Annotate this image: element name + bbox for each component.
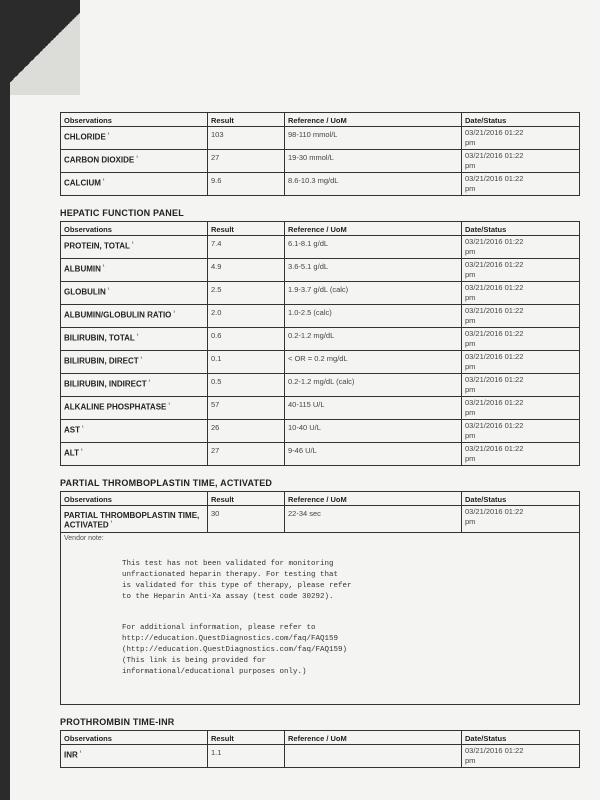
date-status: 03/21/2016 01:22 pm	[462, 374, 580, 397]
vendor-note-row	[61, 532, 580, 704]
reference-range: 3.6-5.1 g/dL	[285, 259, 462, 282]
observation-name: INR $^{^1}$	[61, 744, 208, 767]
footnote-mark: ¹	[110, 520, 113, 526]
result-value: 4.9	[208, 259, 285, 282]
vendor-note-text	[122, 548, 576, 698]
chemistry-table	[60, 112, 580, 196]
date-status: 03/21/2016 01:22 pm	[462, 236, 580, 259]
reference-range: 40-115 U/L	[285, 397, 462, 420]
reference-range: 19-30 mmol/L	[285, 150, 462, 173]
vendor-note-label: Vendor note:	[64, 534, 104, 542]
footnote-mark: ¹	[168, 402, 171, 408]
col-date-status: Date/Status	[462, 222, 580, 236]
col-observations: Observations	[61, 222, 208, 236]
col-reference: Reference / UoM	[285, 492, 462, 506]
reference-range: < OR = 0.2 mg/dL	[285, 351, 462, 374]
observation-name: CARBON DIOXIDE $^{^1}$	[61, 150, 208, 173]
table-row	[61, 744, 580, 767]
date-status: 03/21/2016 01:22 pm	[462, 420, 580, 443]
reference-range: 98-110 mmol/L	[285, 127, 462, 150]
table-row	[61, 506, 580, 533]
ptt-block	[60, 478, 580, 705]
result-value: 103	[208, 127, 285, 150]
table-row	[61, 305, 580, 328]
col-reference: Reference / UoM	[285, 222, 462, 236]
page-corner-fold	[10, 0, 80, 95]
table-row	[61, 127, 580, 150]
date-status: 03/21/2016 01:22 pm	[462, 328, 580, 351]
footnote-mark: ¹	[136, 155, 138, 161]
footnote-mark: ¹	[80, 448, 83, 454]
date-status: 03/21/2016 01:22 pm	[462, 305, 580, 328]
date-status: 03/21/2016 01:22 pm	[462, 351, 580, 374]
result-value: 27	[208, 443, 285, 466]
col-observations: Observations	[61, 492, 208, 506]
footnote-mark: ¹	[102, 264, 105, 270]
date-status: 03/21/2016 01:22 pm	[462, 150, 580, 173]
footnote-mark: ¹	[107, 132, 110, 138]
result-value: 26	[208, 420, 285, 443]
col-reference: Reference / UoM	[285, 730, 462, 744]
result-value: 1.1	[208, 744, 285, 767]
reference-range: 9-46 U/L	[285, 443, 462, 466]
chemistry-block	[60, 112, 580, 196]
observation-name: ALT $^{^1}$	[61, 443, 208, 466]
observation-name: PROTEIN, TOTAL $^{^1}$	[61, 236, 208, 259]
col-observations: Observations	[61, 730, 208, 744]
date-status: 03/21/2016 01:22 pm	[462, 397, 580, 420]
footnote-mark: ¹	[173, 310, 176, 316]
footnote-mark: ¹	[148, 379, 151, 385]
date-status: 03/21/2016 01:22 pm	[462, 282, 580, 305]
date-status: 03/21/2016 01:22 pm	[462, 506, 580, 533]
result-value: 2.5	[208, 282, 285, 305]
pt-inr-table	[60, 730, 580, 768]
result-value: 9.6	[208, 173, 285, 196]
table-row	[61, 397, 580, 420]
result-value: 57	[208, 397, 285, 420]
date-status: 03/21/2016 01:22 pm	[462, 259, 580, 282]
reference-range: 0.2-1.2 mg/dL (calc)	[285, 374, 462, 397]
result-value: 2.0	[208, 305, 285, 328]
date-status: 03/21/2016 01:22 pm	[462, 127, 580, 150]
footnote-mark: ¹	[131, 241, 134, 247]
reference-range	[285, 744, 462, 767]
table-row	[61, 374, 580, 397]
lab-report	[60, 112, 580, 780]
reference-range: 6.1-8.1 g/dL	[285, 236, 462, 259]
result-value: 0.1	[208, 351, 285, 374]
table-row	[61, 328, 580, 351]
observation-name: CHLORIDE $^{^1}$	[61, 127, 208, 150]
result-value: 0.6	[208, 328, 285, 351]
reference-range: 10-40 U/L	[285, 420, 462, 443]
table-row	[61, 150, 580, 173]
reference-range: 22-34 sec	[285, 506, 462, 533]
col-observations: Observations	[61, 113, 208, 127]
vendor-note-paragraph: This test has not been validated for monitoring unfractionated heparin therapy. For testing that is validated for this type of therapy, please refer to the Heparin Anti-Xa assay (test code 30292).	[122, 559, 352, 601]
footnote-mark: ¹	[136, 333, 139, 339]
reference-range: 8.6-10.3 mg/dL	[285, 173, 462, 196]
observation-name: BILIRUBIN, INDIRECT $^{^1}$	[61, 374, 208, 397]
observation-name: PARTIAL THROMBOPLASTIN TIME, ACTIVATED $^{^1}$	[61, 506, 208, 533]
hepatic-block	[60, 208, 580, 466]
footnote-mark: ¹	[140, 356, 143, 362]
vendor-note-paragraph: For additional information, please refer to http://education.QuestDiagnostics.com/faq/FAQ159 (http://education.QuestDiagnostics.com/faq/FAQ159) (This link is being provided for informational/educational purposes only.)	[122, 623, 348, 676]
reference-range: 1.9-3.7 g/dL (calc)	[285, 282, 462, 305]
col-result: Result	[208, 492, 285, 506]
observation-name: ALKALINE PHOSPHATASE $^{^1}$	[61, 397, 208, 420]
observation-name: ALBUMIN $^{^1}$	[61, 259, 208, 282]
table-row	[61, 420, 580, 443]
observation-name: AST $^{^1}$	[61, 420, 208, 443]
result-value: 27	[208, 150, 285, 173]
observation-name: ALBUMIN/GLOBULIN RATIO $^{^1}$	[61, 305, 208, 328]
footnote-mark: ¹	[79, 749, 82, 756]
table-row	[61, 259, 580, 282]
col-date-status: Date/Status	[462, 113, 580, 127]
col-date-status: Date/Status	[462, 730, 580, 744]
col-result: Result	[208, 730, 285, 744]
footnote-mark: ¹	[82, 425, 84, 431]
table-row	[61, 351, 580, 374]
observation-name: GLOBULIN $^{^1}$	[61, 282, 208, 305]
col-result: Result	[208, 222, 285, 236]
result-value: 7.4	[208, 236, 285, 259]
table-row	[61, 236, 580, 259]
observation-name: BILIRUBIN, TOTAL $^{^1}$	[61, 328, 208, 351]
footnote-mark: ¹	[102, 178, 105, 184]
col-result: Result	[208, 113, 285, 127]
col-reference: Reference / UoM	[285, 113, 462, 127]
observation-name: BILIRUBIN, DIRECT $^{^1}$	[61, 351, 208, 374]
table-row	[61, 443, 580, 466]
hepatic-table	[60, 221, 580, 466]
result-value: 0.5	[208, 374, 285, 397]
section-title-ptt: PARTIAL THROMBOPLASTIN TIME, ACTIVATED	[60, 478, 273, 488]
observation-name: CALCIUM $^{^1}$	[61, 173, 208, 196]
vendor-note	[61, 532, 580, 704]
reference-range: 1.0-2.5 (calc)	[285, 305, 462, 328]
section-title-pt-inr: PROTHROMBIN TIME-INR	[60, 716, 175, 727]
chemistry-rows	[61, 127, 580, 196]
table-row	[61, 282, 580, 305]
table-row	[61, 173, 580, 196]
date-status: 03/21/2016 01:22 pm	[462, 744, 580, 767]
footnote-mark: ¹	[107, 287, 110, 293]
section-title-hepatic: HEPATIC FUNCTION PANEL	[60, 208, 184, 218]
pt-inr-block	[60, 717, 580, 768]
reference-range: 0.2-1.2 mg/dL	[285, 328, 462, 351]
date-status: 03/21/2016 01:22 pm	[462, 173, 580, 196]
ptt-table	[60, 491, 580, 705]
col-date-status: Date/Status	[462, 492, 580, 506]
result-value: 30	[208, 506, 285, 533]
date-status: 03/21/2016 01:22 pm	[462, 443, 580, 466]
hepatic-rows	[61, 236, 580, 466]
